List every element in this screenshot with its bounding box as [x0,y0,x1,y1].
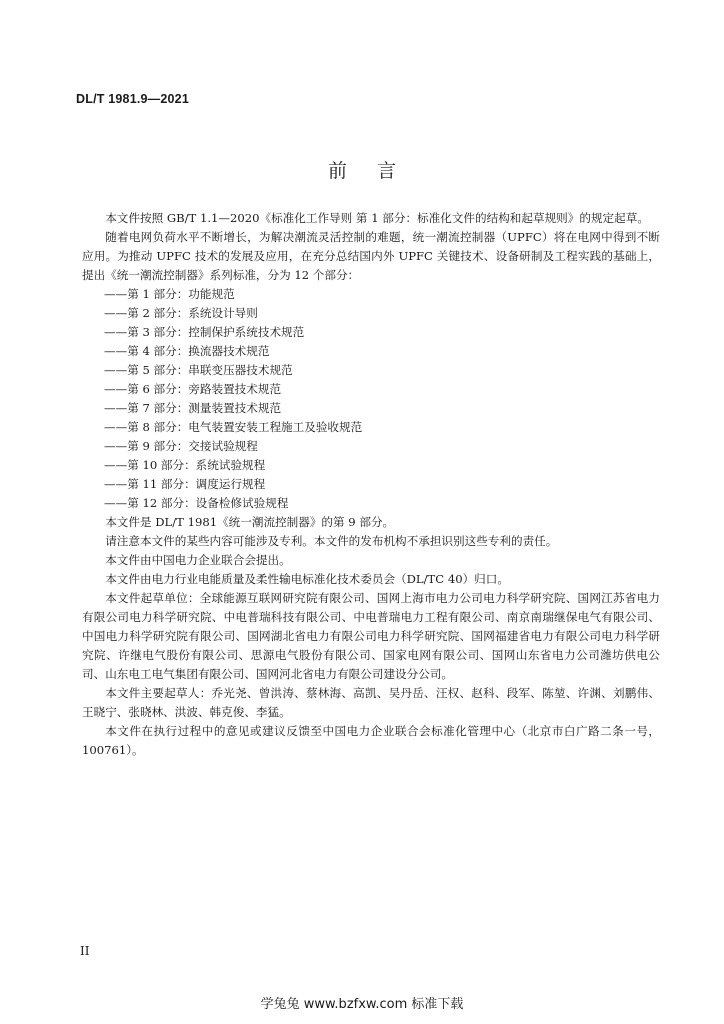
paragraph-part-statement: 本文件是 DL/T 1981《统一潮流控制器》的第 9 部分。 [105,515,395,529]
paragraph-patent-notice: 请注意本文件的某些内容可能涉及专利。本文件的发布机构不承担识别这些专利的责任。 [105,534,558,548]
paragraph-background: 随着电网负荷水平不断增长，为解决潮流灵活控制的难题，统一潮流控制器（UPFC）将在电网中得到不断应用。为推动 UPFC 技术的发展及应用，在充分总结国内外 UPFC 关键技术、设备研制及工程实践的基础上，提出《统一潮流控制器》系列标准，分为 12 个部分： [82,230,660,282]
list-item: ——第 4 部分：换流器技术规范 [104,344,270,358]
paragraph-drafting-units: 本文件起草单位：全球能源互联网研究院有限公司、国网上海市电力公司电力科学研究院、国网江苏省电力有限公司电力科学研究院、中电普瑞科技有限公司、中电普瑞电力工程有限公司、南京南瑞继保电气有限公司、中国电力科学研究院有限公司、国网湖北省电力有限公司电力科学研究院、国网福建省电力有限公司电力科学研究院、许继电气股份有限公司、思源电气股份有限公司、国家电网有限公司、国网山东省电力公司潍坊供电公司、山东电工电气集团有限公司、国网河北省电力有限公司建设分公司。 [82,591,660,681]
document-code: DL/T 1981.9—2021 [76,92,189,106]
list-item: ——第 7 部分：测量装置技术规范 [104,401,282,415]
list-item: ——第 1 部分：功能规范 [104,287,235,301]
paragraph-proposer: 本文件由中国电力企业联合会提出。 [105,553,291,567]
list-item: ——第 2 部分：系统设计导则 [104,306,258,320]
page-number: II [80,944,90,958]
list-item: ——第 11 部分：调度运行规程 [104,477,266,491]
section-title: 前言 [327,160,426,182]
list-item: ——第 10 部分：系统试验规程 [104,458,266,472]
foreword-body [82,209,660,760]
paragraph-technical-committee: 本文件由电力行业电能质量及柔性输电标准化技术委员会（DL/TC 40）归口。 [105,572,509,586]
paragraph-drafting-rules: 本文件按照 GB/T 1.1—2020《标准化工作导则 第 1 部分：标准化文件的结构和起草规则》的规定起草。 [105,211,649,225]
paragraph-feedback: 本文件在执行过程中的意见或建议反馈至中国电力企业联合会标准化管理中心（北京市白广路二条一号，100761）。 [82,724,660,757]
list-item: ——第 5 部分：串联变压器技术规范 [104,363,293,377]
list-item: ——第 3 部分：控制保护系统技术规范 [104,325,305,339]
list-item: ——第 12 部分：设备检修试验规程 [104,496,289,510]
footer-watermark-text: 学兔兔 www.bzfxw.com 标准下载 [260,997,464,1012]
list-item: ——第 8 部分：电气装置安装工程施工及验收规范 [104,420,363,434]
list-item: ——第 6 部分：旁路装置技术规范 [104,382,282,396]
paragraph-main-drafters: 本文件主要起草人：乔光尧、曾洪涛、蔡林海、高凯、吴丹岳、汪权、赵科、段军、陈堃、许渊、刘鹏伟、王晓宁、张晓林、洪波、韩克俊、李猛。 [82,686,660,719]
list-item: ——第 9 部分：交接试验规程 [104,439,258,453]
parts-list [82,285,660,513]
